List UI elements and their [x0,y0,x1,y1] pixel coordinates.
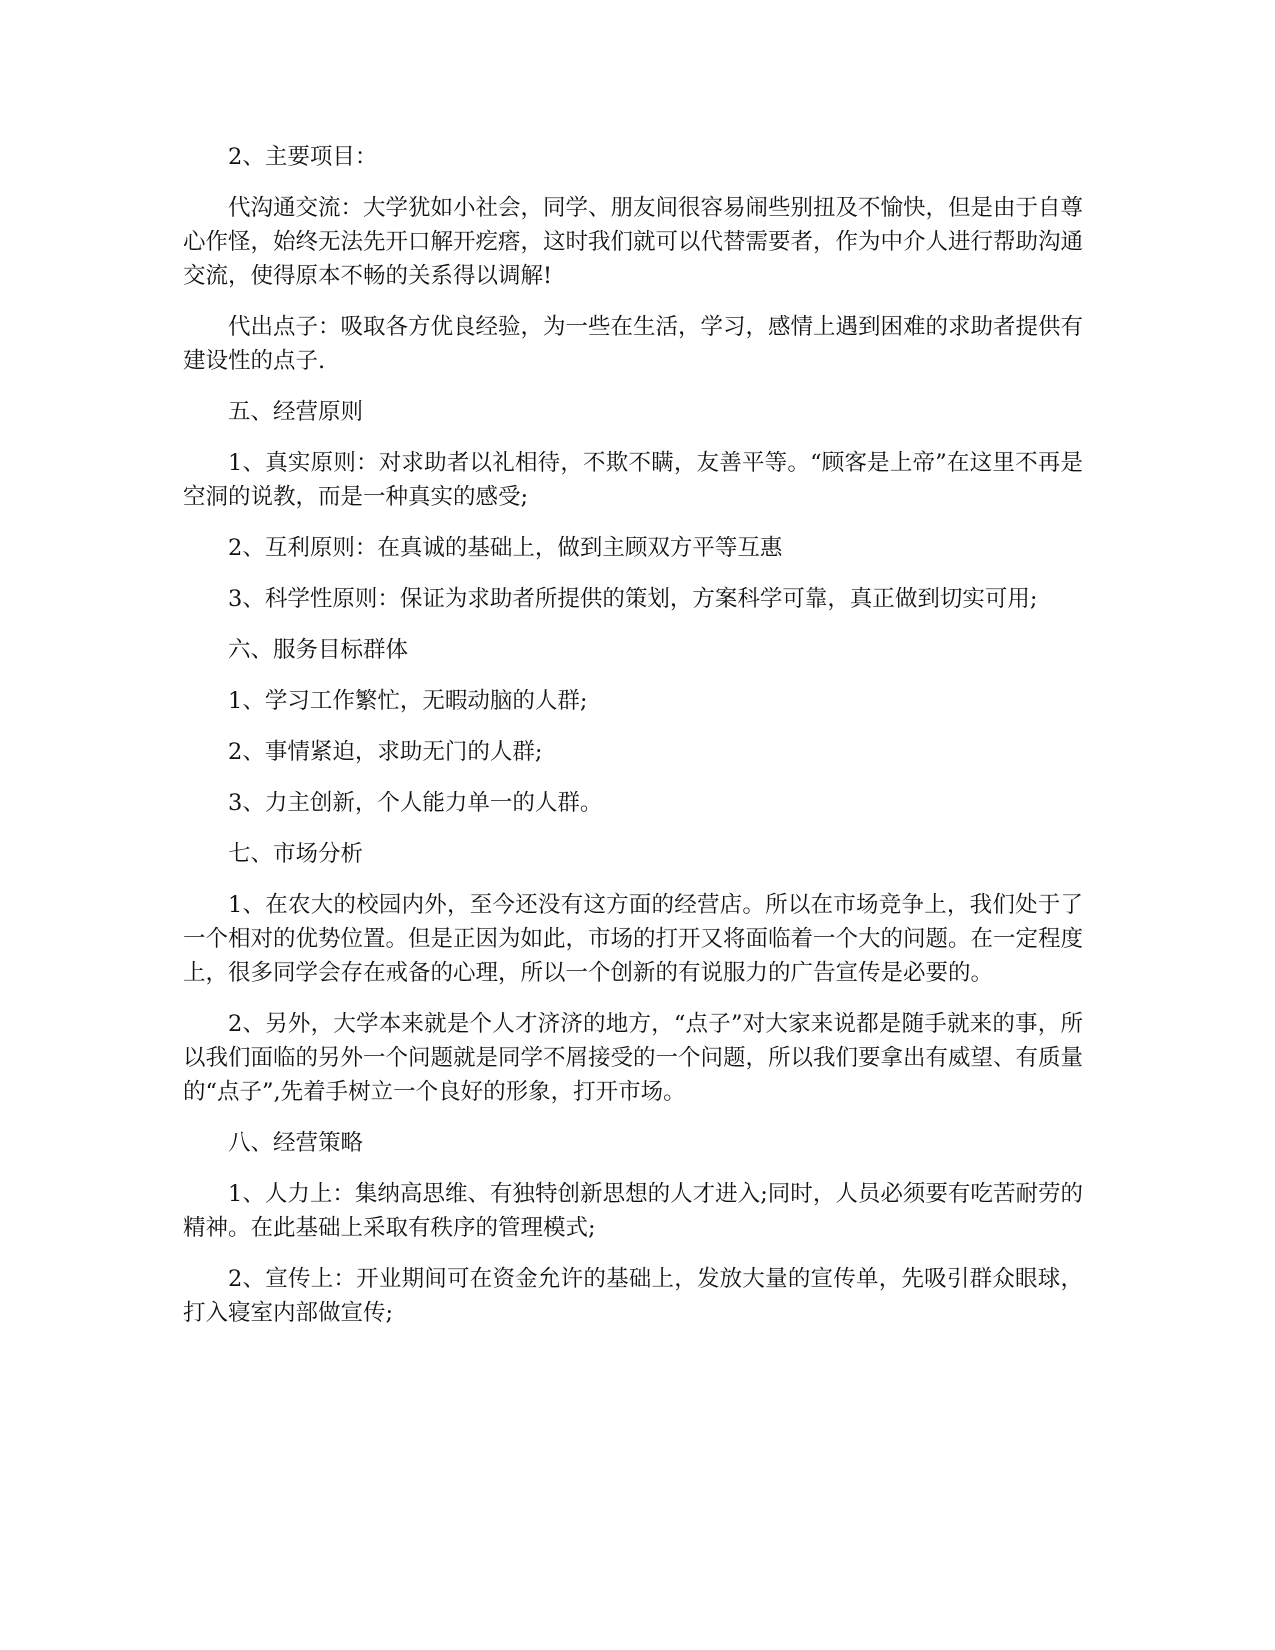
section-heading-strategy: 八、经营策略 [228,1130,364,1156]
section-heading-target-groups: 六、服务目标群体 [228,637,409,663]
section-heading-market-analysis: 七、市场分析 [228,841,364,867]
document-body [183,140,1083,1347]
paragraph-market-analysis-2: 2、另外，大学本来就是个人才济济的地方，“点子”对大家来说都是随手就来的事，所以我们面临的另外一个问题就是同学不屑接受的一个问题，所以我们要拿出有威望、有质量的“点子”,先着手树立一个良好的形象，打开市场。 [183,1011,1084,1105]
paragraph-target-group-1: 1、学习工作繁忙，无暇动脑的人群; [228,688,588,714]
paragraph-communication-service: 代沟通交流：大学犹如小社会，同学、朋友间很容易闹些别扭及不愉快，但是由于自尊心作怪，始终无法先开口解开疙瘩，这时我们就可以代替需要者，作为中介人进行帮助沟通交流，使得原本不畅的关系得以调解! [183,195,1084,289]
subsection-heading-main-items: 2、主要项目： [228,144,378,170]
paragraph-strategy-manpower: 1、人力上：集纳高思维、有独特创新思想的人才进入;同时，人员必须要有吃苦耐劳的精神。在此基础上采取有秩序的管理模式; [183,1181,1083,1241]
paragraph-principle-mutual-benefit: 2、互利原则：在真诚的基础上，做到主顾双方平等互惠 [228,535,783,561]
paragraph-target-group-3: 3、力主创新，个人能力单一的人群。 [228,790,603,816]
paragraph-market-analysis-1: 1、在农大的校园内外，至今还没有这方面的经营店。所以在市场竞争上，我们处于了一个相对的优势位置。但是正因为如此，市场的打开又将面临着一个大的问题。在一定程度上，很多同学会存在戒备的心理，所以一个创新的有说服力的广告宣传是必要的。 [183,892,1084,986]
section-heading-operating-principles: 五、经营原则 [228,399,364,425]
paragraph-principle-scientific: 3、科学性原则：保证为求助者所提供的策划，方案科学可靠，真正做到切实可用; [228,586,1038,612]
paragraph-strategy-publicity: 2、宣传上：开业期间可在资金允许的基础上，发放大量的宣传单，先吸引群众眼球，打入寝室内部做宣传; [183,1266,1083,1326]
paragraph-idea-service: 代出点子：吸取各方优良经验，为一些在生活，学习，感情上遇到困难的求助者提供有建设性的点子. [183,314,1084,374]
paragraph-target-group-2: 2、事情紧迫，求助无门的人群; [228,739,543,765]
paragraph-principle-truth: 1、真实原则：对求助者以礼相待，不欺不瞒，友善平等。“顾客是上帝”在这里不再是空洞的说教，而是一种真实的感受; [183,450,1083,510]
